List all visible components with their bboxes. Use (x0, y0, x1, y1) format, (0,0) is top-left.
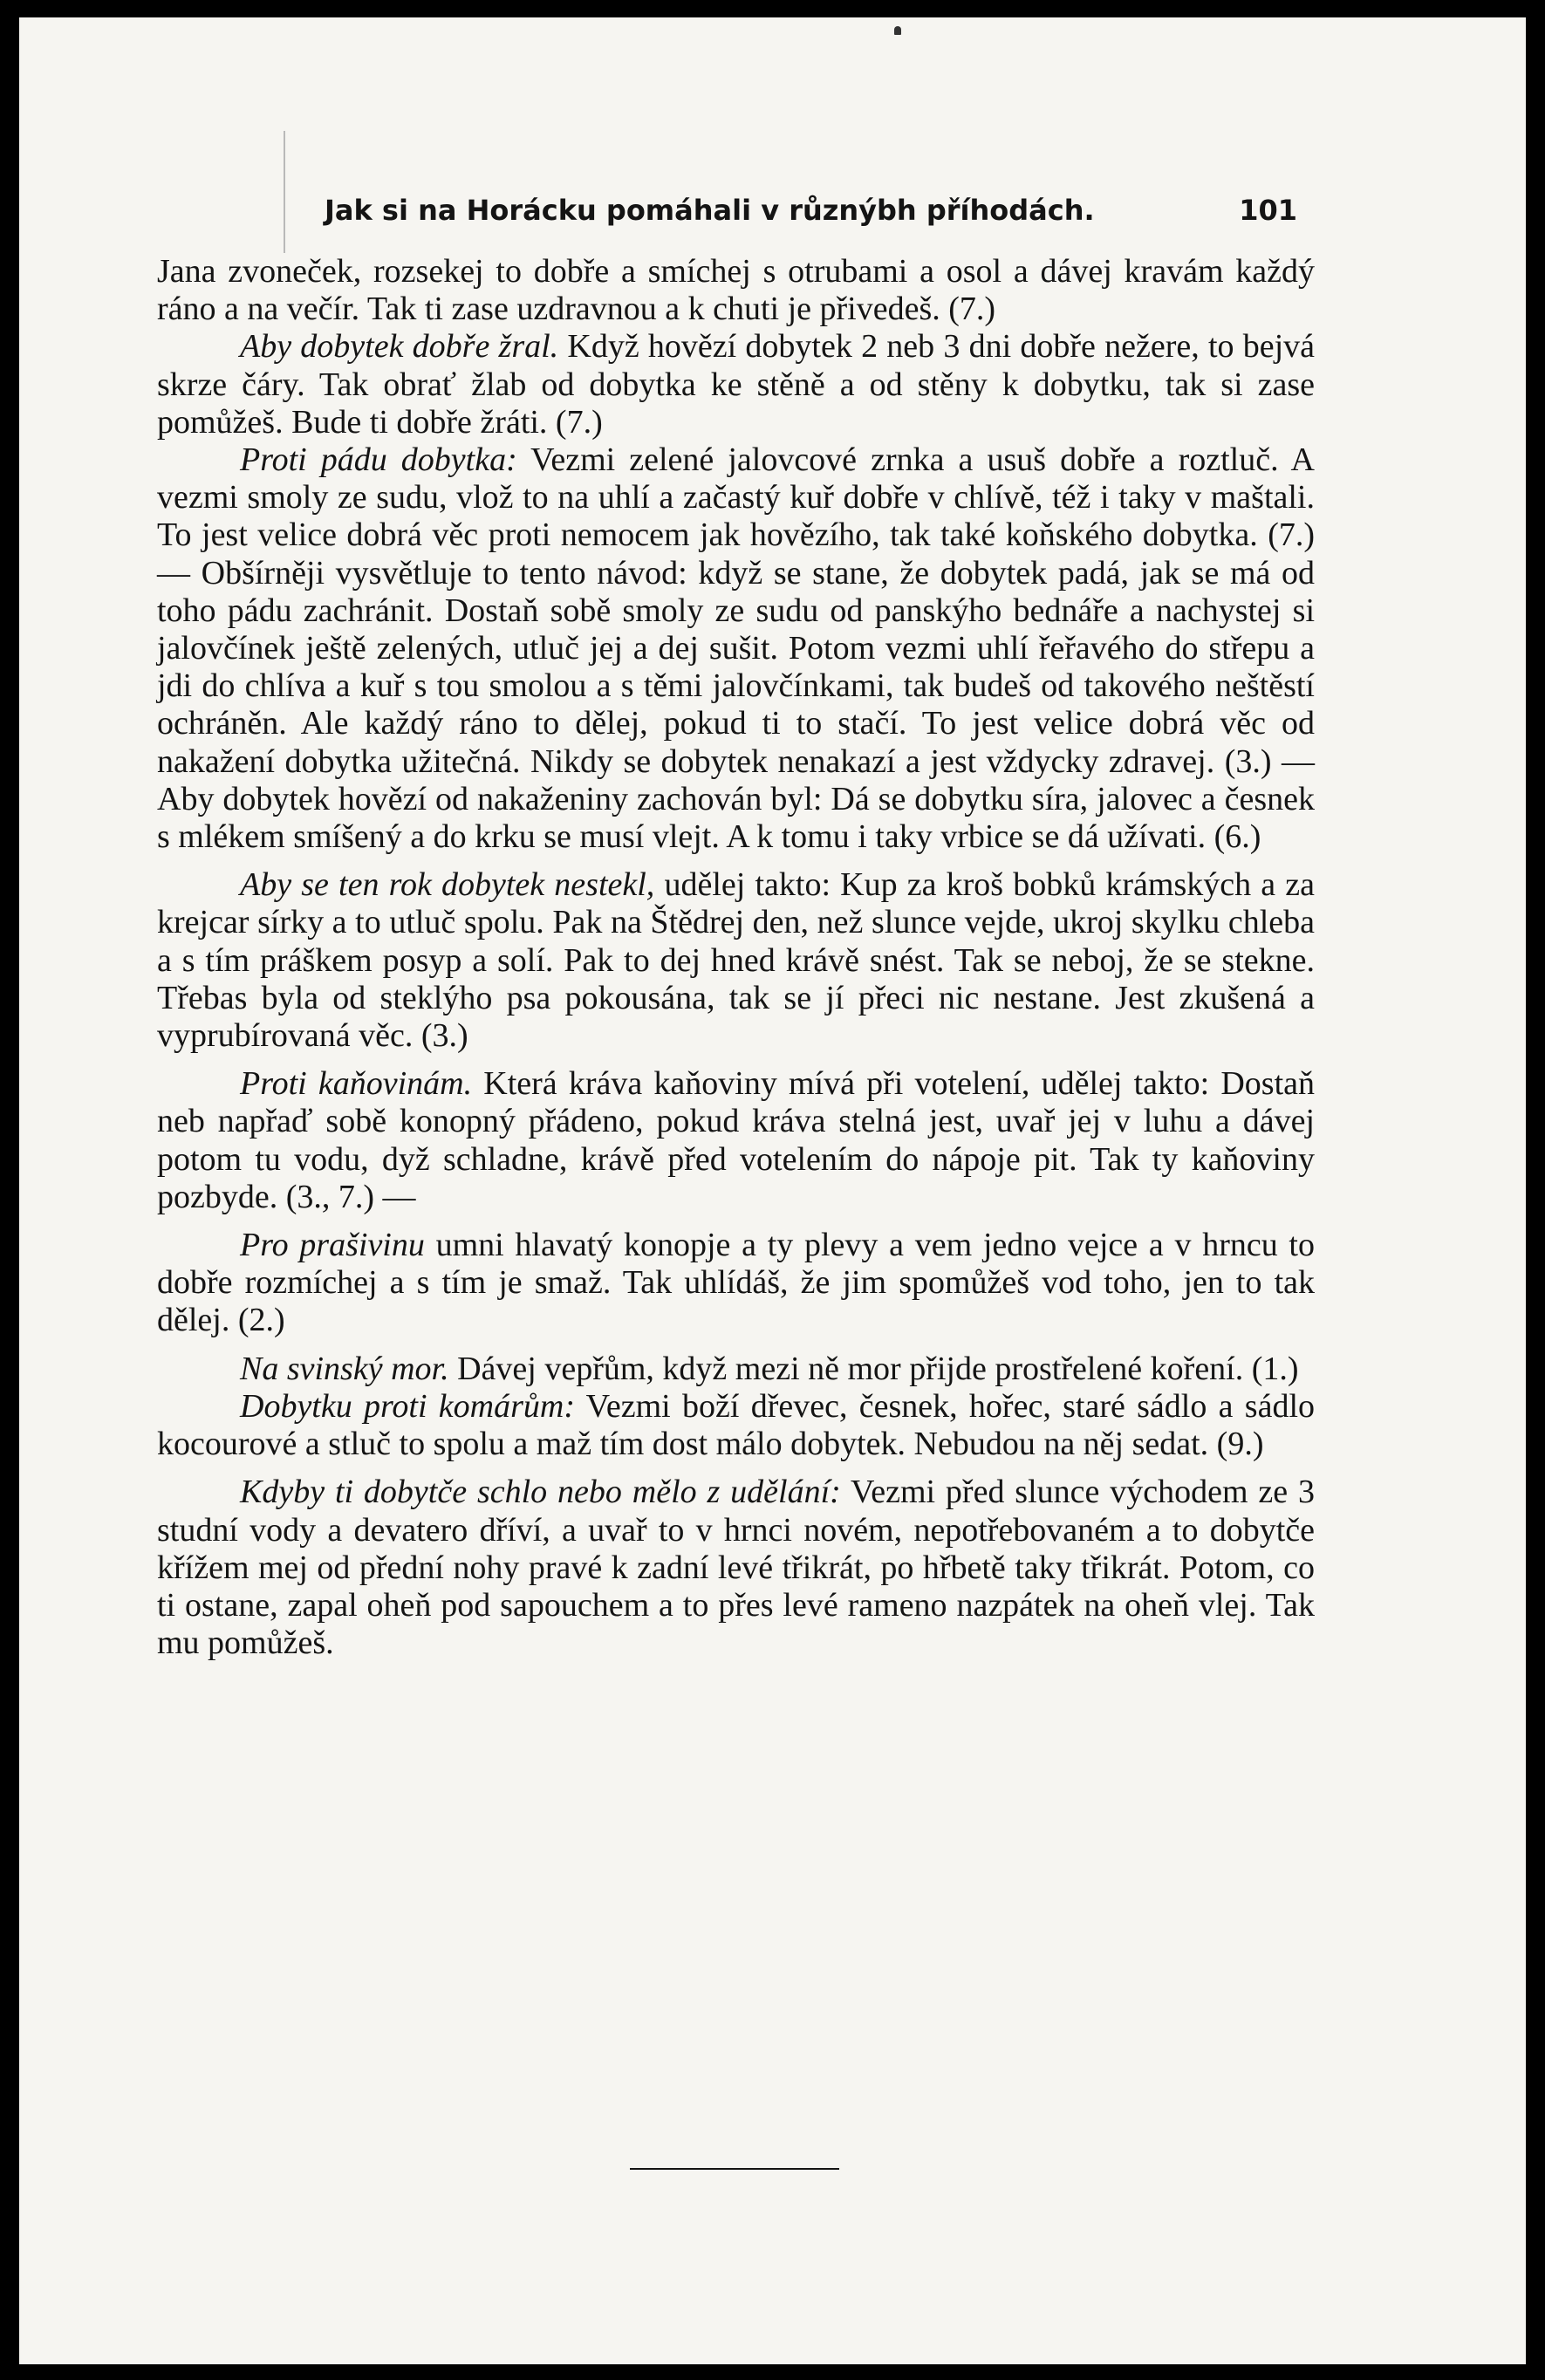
section-heading: Aby se ten rok dobytek nestekl, (240, 866, 655, 904)
section-heading: Aby dobytek dobře žral. (240, 328, 559, 366)
paragraph (157, 1474, 1315, 1662)
paragraph-text: Když hovězí dobytek 2 neb 3 dni dobře nežere, to bejvá skrze čáry. Tak obrať žlab od dobytka ke stěně a od stěny k dobytku, tak si zase pomůžeš. Bude ti dobře žráti. (7.) (157, 328, 1316, 441)
running-header (325, 194, 1297, 227)
paragraph (157, 866, 1315, 1055)
section-heading: Proti kaňovinám. (240, 1065, 473, 1103)
paragraph (157, 1227, 1315, 1340)
section-heading: Kdyby ti dobytče schlo nebo mělo z udělání: (240, 1474, 841, 1511)
paragraph (157, 253, 1315, 328)
section-heading: Na svinský mor. (240, 1350, 449, 1387)
paragraph (157, 328, 1315, 441)
scan-artifact-line (284, 131, 285, 253)
section-heading: Pro prašivinu (240, 1227, 425, 1264)
end-rule (630, 2168, 839, 2170)
running-title: Jak si na Horácku pomáhali v různýbh příhodách. (325, 194, 1095, 227)
print-speck (894, 26, 901, 35)
page-number: 101 (1239, 194, 1297, 227)
paragraph-text: Vezmi boží dřevec, česnek, hořec, staré sádlo a sádlo kocourové a stluč to spolu a maž tím dost málo dobytek. Nebudou na něj sedat. (9.) (157, 1387, 1316, 1463)
book-page (19, 17, 1526, 2364)
paragraph (157, 1351, 1315, 1388)
paragraph-text: Vezmi zelené jalovcové zrnka a usuš dobře a roztluč. A vezmi smoly ze sudu, vlož to na uhlí a začastý kuř dobře v chlívě, též i taky v maštali. To jest velice dobrá věc proti nemocem jak hovězího, tak také koňského dobytka. (7.) — Obšírněji vysvětluje to tento návod: když se stane, že dobytek padá, jak se má od toho pádu zachránit. Dostaň sobě smoly ze sudu od panskýho bednáře a nachystej si jalovčínek ještě zelených, utluč jej a dej sušit. Potom vezmi uhlí řeřavého do střepu a jdi do chlíva a kuř s tou smolou a s těmi jalovčínkami, tak budeš od takového neštěstí ochráněn. Ale každý ráno to dělej, pokud ti to stačí. To jest velice dobrá věc od nakažení dobytka užitečná. Nikdy se dobytek nenakazí a jest vždycky zdravej. (3.) — Aby dobytek hovězí od nakaženiny zachován byl: Dá se dobytku síra, jalovec a česnek s mlékem smíšený a do krku se musí vlejt. A k tomu i taky vrbice se dá užívati. (6.) (157, 441, 1315, 856)
page-body (157, 253, 1315, 1662)
paragraph (157, 1388, 1315, 1463)
paragraph-text: udělej takto: Kup za kroš bobků krámských a za krejcar sírky a to utluč spolu. Pak na Štědrej den, než slunce vejde, ukroj skylku chleba a s tím práškem posyp a solí. Pak to dej hned krávě snést. Tak se neboj, že se stekne. Třebas byla od steklýho psa pokousána, tak se jí přeci nic nestane. Jest zkušená a vyprubírovaná věc. (3.) (157, 866, 1315, 1055)
section-heading: Proti pádu dobytka: (240, 441, 517, 479)
paragraph-text: Vezmi před slunce východem ze 3 studní vody a devatero dříví, a uvař to v hrnci novém, nepotřebovaném a to dobytče křížem mej od přední nohy pravé k zadní levé třikrát, po hřbetě taky třikrát. Potom, co ti ostane, zapal oheň pod sapouchem a to přes levé rameno nazpátek na oheň vlej. Tak mu pomůžeš. (157, 1474, 1316, 1662)
paragraph-text: Dávej vepřům, když mezi ně mor přijde prostřelené koření. (1.) (448, 1350, 1299, 1387)
section-heading: Dobytku proti komárům: (240, 1387, 576, 1425)
paragraph (157, 1065, 1315, 1216)
paragraph-text: Která kráva kaňoviny mívá při votelení, udělej takto: Dostaň neb napřaď sobě konopný přádeno, pokud kráva stelná jest, uvař jej v luhu a dávej potom tu vodu, dyž schladne, krávě před votelením do nápoje pit. Tak ty kaňoviny pozbyde. (3., 7.) — (157, 1065, 1315, 1215)
paragraph (157, 441, 1315, 856)
paragraph-text: Jana zvoneček, rozsekej to dobře a smíchej s otrubami a osol a dávej kravám každý ráno a na večír. Tak ti zase uzdravnou a k chuti je přivedeš. (7.) (157, 253, 1315, 328)
paragraph-text: umni hlavatý konopje a ty plevy a vem jedno vejce a v hrncu to dobře rozmíchej a s tím je smaž. Tak uhlídáš, že jim spomůžeš vod toho, jen to tak dělej. (2.) (157, 1227, 1315, 1339)
